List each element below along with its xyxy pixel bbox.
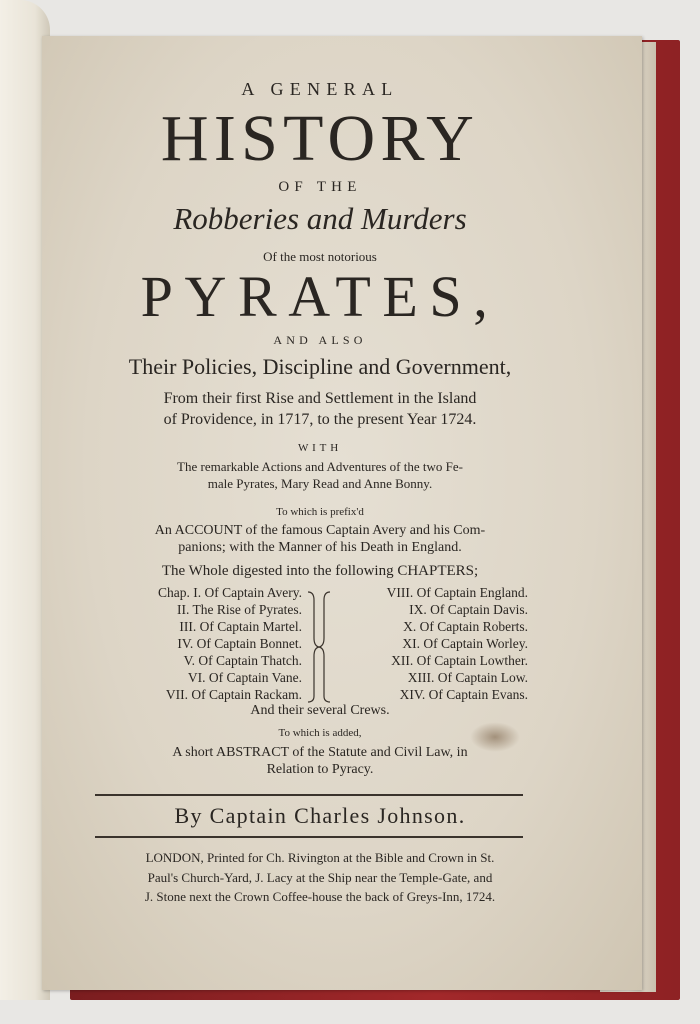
chapter-item: XII. Of Captain Lowther. — [391, 653, 528, 668]
chapter-item: II. The Rise of Pyrates. — [177, 602, 302, 617]
author-line: By Captain Charles Johnson. — [174, 803, 466, 828]
title-policies: Their Policies, Discipline and Government, — [128, 354, 512, 379]
title-of-the: OF THE — [278, 179, 362, 195]
title-and-also: AND ALSO — [273, 333, 367, 347]
chapters-heading: The Whole digested into the following CHAPTERS; — [161, 563, 479, 579]
title-most-notorious: Of the most notorious — [263, 249, 377, 264]
prefixed-label: To which is prefix'd — [276, 506, 364, 518]
chapter-item: III. Of Captain Martel. — [179, 619, 302, 634]
chapter-item: VI. Of Captain Vane. — [187, 670, 302, 685]
chapters-right-column — [336, 584, 528, 703]
chapter-item: X. Of Captain Roberts. — [403, 619, 528, 634]
imprint-line-1: LONDON, Printed for Ch. Rivington at the Bible and Crown in St. — [145, 850, 495, 865]
chapter-item: VII. Of Captain Rackam. — [165, 687, 302, 702]
title-robberies: Robberies and Murders — [173, 201, 467, 236]
title-pyrates: PYRATES, — [140, 264, 500, 329]
added-label: To which is added, — [278, 727, 362, 739]
subtitle-line-1: From their first Rise and Settlement in the Island — [163, 390, 477, 407]
abstract-line-2: Relation to Pyracy. — [266, 762, 374, 777]
several-crews: And their several Crews. — [250, 703, 390, 718]
with-label: WITH — [297, 442, 343, 454]
account-line-1: An ACCOUNT of the famous Captain Avery and his Com- — [154, 523, 486, 538]
imprint-line-3: J. Stone next the Crown Coffee-house the back of Greys-Inn, 1724. — [144, 889, 496, 904]
chapter-item: Chap. I. Of Captain Avery. — [158, 585, 302, 600]
title-history: HISTORY — [160, 102, 480, 175]
chapter-item: VIII. Of Captain England. — [386, 585, 528, 600]
title-line-a-general: A GENERAL — [241, 79, 399, 99]
chapter-item: XIII. Of Captain Low. — [407, 670, 528, 685]
imprint-line-2: Paul's Church-Yard, J. Lacy at the Ship near the Temple-Gate, and — [147, 870, 493, 885]
female-pyrates-line-1: The remarkable Actions and Adventures of the two Fe- — [177, 459, 463, 474]
chapter-item: XI. Of Captain Worley. — [402, 636, 528, 651]
subtitle-line-2: of Providence, in 1717, to the present Year 1724. — [163, 411, 477, 428]
chapter-item: V. Of Captain Thatch. — [183, 653, 302, 668]
rule-top — [95, 794, 523, 796]
account-line-2: panions; with the Manner of his Death in England. — [178, 540, 462, 555]
brace-ornament — [304, 588, 334, 706]
chapter-item: XIV. Of Captain Evans. — [399, 687, 528, 702]
chapters-left-column — [100, 584, 302, 703]
chapter-item: IV. Of Captain Bonnet. — [177, 636, 302, 651]
female-pyrates-line-2: male Pyrates, Mary Read and Anne Bonny. — [207, 476, 433, 491]
abstract-line-1: A short ABSTRACT of the Statute and Civil Law, in — [172, 745, 468, 760]
rule-bottom — [95, 836, 523, 838]
chapter-item: IX. Of Captain Davis. — [409, 602, 528, 617]
